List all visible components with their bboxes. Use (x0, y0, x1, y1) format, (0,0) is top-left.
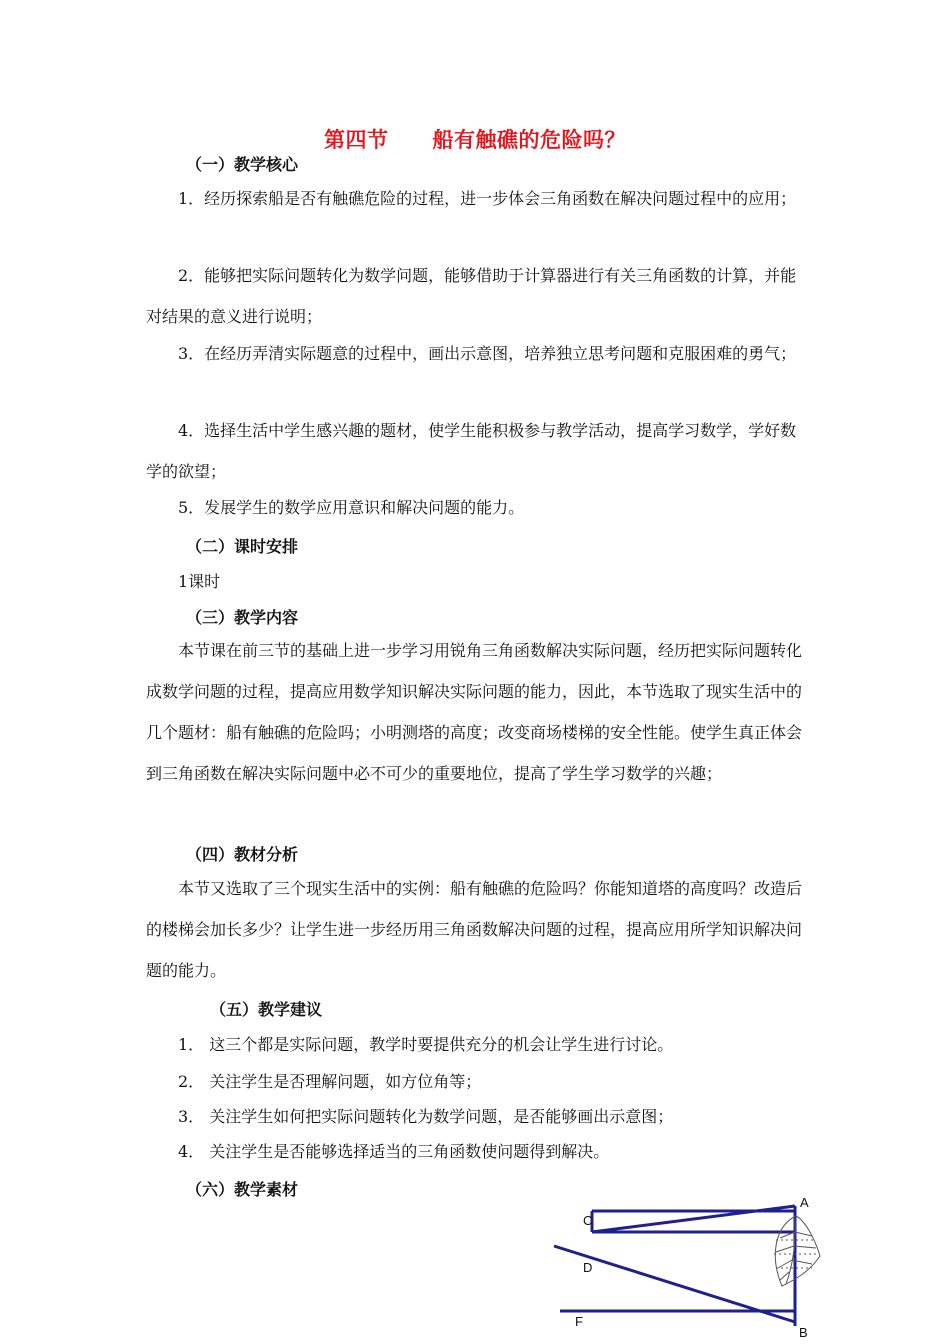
core-item-4: 4．选择生活中学生感兴趣的题材，使学生能积极参与教学活动，提高学习数学，学好数学的欲望； (146, 421, 797, 481)
core-item-3: 3．在经历弄清实际题意的过程中，画出示意图，培养独立思考问题和克服困难的勇气； (178, 344, 797, 363)
label-C: C (583, 1213, 593, 1228)
heading-material-analysis: （四）教材分析 (186, 845, 299, 864)
label-B: B (799, 1325, 808, 1340)
material-analysis-text: 本节又选取了三个现实生活中的实例：船有触礁的危险吗？你能知道塔的高度吗？改造后的楼梯会加长多少？让学生进一步经历用三角函数解决问题的过程，提高应用所学知识解决问题的能力。 (146, 879, 803, 980)
heading-teaching-content: （三）教学内容 (186, 608, 299, 627)
title-text: 船有触礁的危险吗？ (432, 128, 626, 152)
suggestion-item-1: 1． 这三个都是实际问题，教学时要提供充分的机会让学生进行讨论。 (178, 1035, 674, 1054)
suggestion-item-4: 4． 关注学生是否能够选择适当的三角函数使问题得到解决。 (178, 1142, 610, 1161)
teaching-content-text: 本节课在前三节的基础上进一步学习用锐角三角函数解决实际问题，经历把实际问题转化成数学问题的过程，提高应用数学知识解决实际问题的能力，因此，本节选取了现实生活中的几个题材：船有触礁的危险吗；小明测塔的高度；改变商场楼梯的安全性能。使学生真正体会到三角函数在解决实际问题中必不可少的重要地位，提高了学生学习数学的兴趣； (146, 641, 803, 783)
core-item-5: 5．发展学生的数学应用意识和解决问题的能力。 (178, 498, 525, 517)
core-item-1: 1．经历探索船是否有触礁危险的过程，进一步体会三角函数在解决问题过程中的应用； (178, 189, 797, 208)
label-F: F (575, 1314, 583, 1329)
page-title (0, 124, 950, 154)
heading-teaching-core: （一）教学核心 (186, 155, 299, 174)
heading-teaching-suggestions: （五）教学建议 (210, 1000, 323, 1019)
heading-schedule: （二）课时安排 (186, 537, 299, 556)
schedule-text: 1课时 (178, 572, 221, 591)
title-section-number: 第四节 (324, 128, 389, 152)
suggestion-item-2: 2． 关注学生是否理解问题，如方位角等； (178, 1072, 482, 1091)
ship-reef-diagram (540, 1190, 830, 1340)
suggestion-item-3: 3． 关注学生如何把实际问题转化为数学问题，是否能够画出示意图； (178, 1107, 674, 1126)
core-item-2: 2．能够把实际问题转化为数学问题，能够借助于计算器进行有关三角函数的计算，并能对结果的意义进行说明； (146, 266, 797, 326)
label-D: D (583, 1260, 593, 1275)
leaf-icon (774, 1216, 820, 1286)
heading-teaching-materials: （六）教学素材 (186, 1180, 299, 1199)
label-A: A (800, 1195, 809, 1210)
